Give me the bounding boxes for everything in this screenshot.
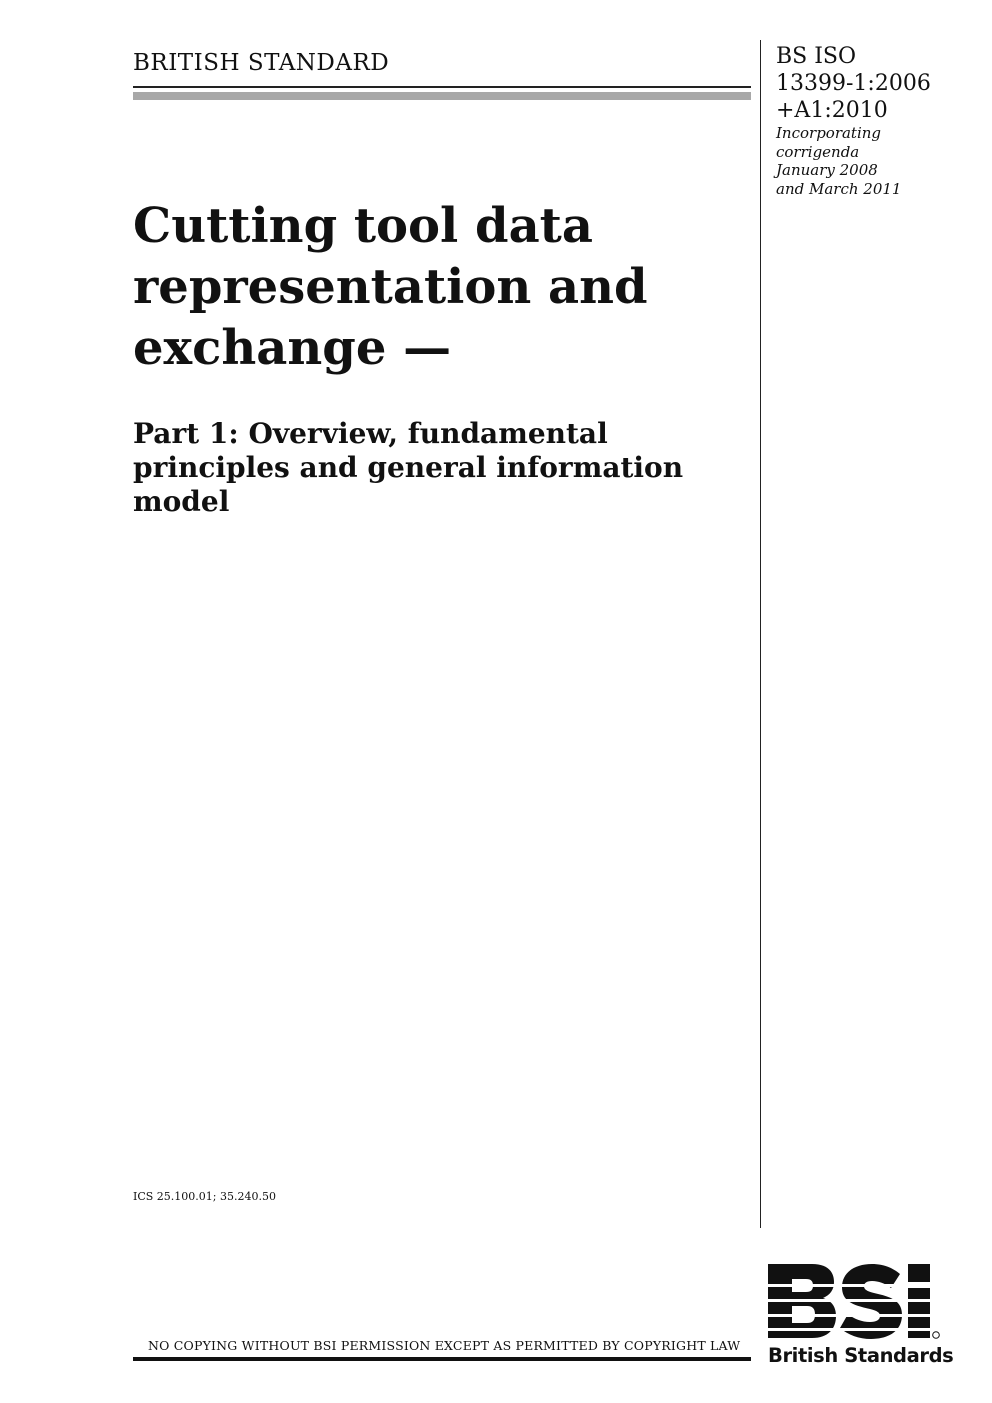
bsi-wordmark: British Standards <box>768 1344 954 1367</box>
column-divider <box>760 40 761 1228</box>
footer-rule <box>133 1357 751 1361</box>
document-title: Cutting tool data representation and exchange — <box>133 198 648 376</box>
header-rule-thin <box>133 86 751 88</box>
header-label: BRITISH STANDARD <box>133 50 390 76</box>
header-rule-thick <box>133 92 751 100</box>
standard-number: BS ISO 13399-1:2006 +A1:2010 <box>776 44 931 123</box>
bsi-logo <box>768 1262 954 1370</box>
bsi-logo-mark <box>768 1262 940 1340</box>
copyright-notice: NO COPYING WITHOUT BSI PERMISSION EXCEPT AS PERMITTED BY COPYRIGHT LAW <box>148 1338 741 1353</box>
corrigenda-note: Incorporating corrigenda January 2008 and March 2011 <box>776 124 902 198</box>
document-subtitle: Part 1: Overview, fundamental principles and general information model <box>133 417 684 518</box>
ics-code: ICS 25.100.01; 35.240.50 <box>133 1190 276 1203</box>
